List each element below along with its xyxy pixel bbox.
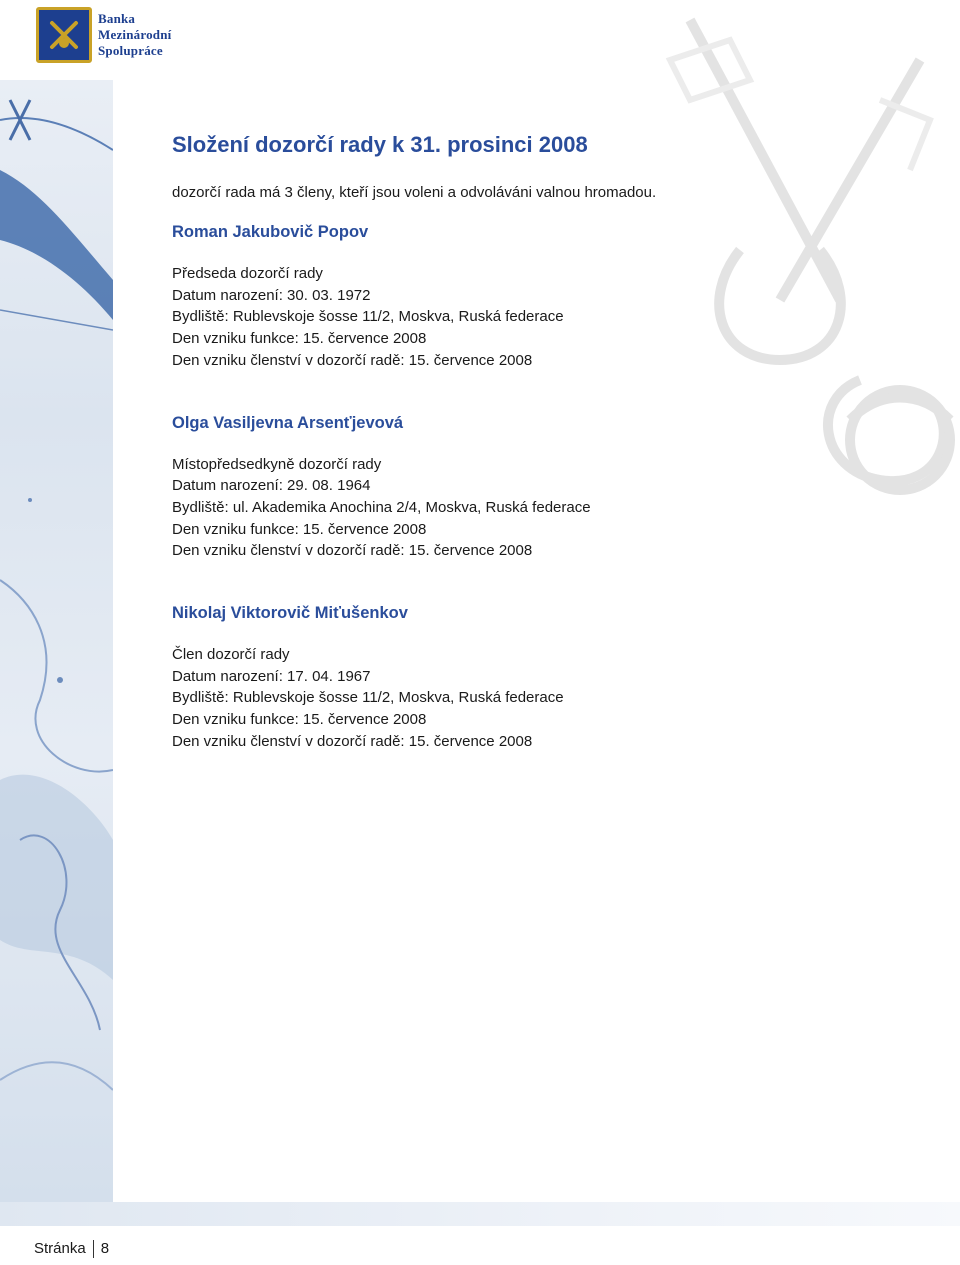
logo-line-3: Spolupráce — [98, 43, 163, 58]
member-membership-start: Den vzniku členství v dozorčí radě: 15. července 2008 — [172, 542, 533, 560]
member-block — [172, 602, 932, 753]
member-name: Olga Vasiljevna Arsenťjevová — [172, 413, 404, 432]
member-function-start: Den vzniku funkce: 15. července 2008 — [172, 330, 427, 348]
map-illustration — [0, 80, 113, 1202]
member-residence: Bydliště: Rublevskoje šosse 11/2, Moskva, Ruská federace — [172, 308, 564, 326]
bank-logo — [36, 6, 186, 64]
member-function-start: Den vzniku funkce: 15. července 2008 — [172, 711, 427, 729]
member-membership-start: Den vzniku členství v dozorčí radě: 15. července 2008 — [172, 351, 533, 369]
member-role: Předseda dozorčí rady — [172, 265, 323, 282]
member-residence: Bydliště: ul. Akademika Anochina 2/4, Moskva, Ruská federace — [172, 498, 591, 516]
member-residence: Bydliště: Rublevskoje šosse 11/2, Moskva, Ruská federace — [172, 689, 564, 707]
member-block — [172, 412, 932, 563]
intro-text: dozorčí rada má 3 členy, kteří jsou voleni a odvoláváni valnou hromadou. — [172, 184, 657, 201]
logo-line-1: Banka — [98, 11, 136, 26]
member-birthdate: Datum narození: 29. 08. 1964 — [172, 477, 371, 495]
document-body — [172, 130, 932, 753]
decorative-map-strip — [0, 80, 113, 1202]
member-role: Člen dozorčí rady — [172, 646, 290, 664]
member-role: Místopředsedkyně dozorčí rady — [172, 455, 382, 473]
logo-emblem-icon — [36, 7, 92, 63]
page-label: Stránka — [34, 1240, 86, 1257]
member-name: Roman Jakubovič Popov — [172, 223, 369, 241]
member-name: Nikolaj Viktorovič Miťušenkov — [172, 604, 408, 623]
page-title: Složení dozorčí rady k 31. prosinci 2008 — [172, 132, 588, 157]
footer-divider — [93, 1240, 94, 1258]
member-function-start: Den vzniku funkce: 15. července 2008 — [172, 520, 427, 538]
page-number: 8 — [100, 1240, 110, 1257]
member-birthdate: Datum narození: 17. 04. 1967 — [172, 667, 371, 685]
member-block — [172, 221, 932, 372]
decorative-bottom-strip — [0, 1202, 960, 1226]
logo-line-2: Mezinárodní — [98, 27, 172, 42]
logo-text — [98, 11, 171, 59]
member-birthdate: Datum narození: 30. 03. 1972 — [172, 286, 371, 304]
member-membership-start: Den vzniku členství v dozorčí radě: 15. července 2008 — [172, 732, 533, 750]
page-footer — [34, 1238, 109, 1260]
